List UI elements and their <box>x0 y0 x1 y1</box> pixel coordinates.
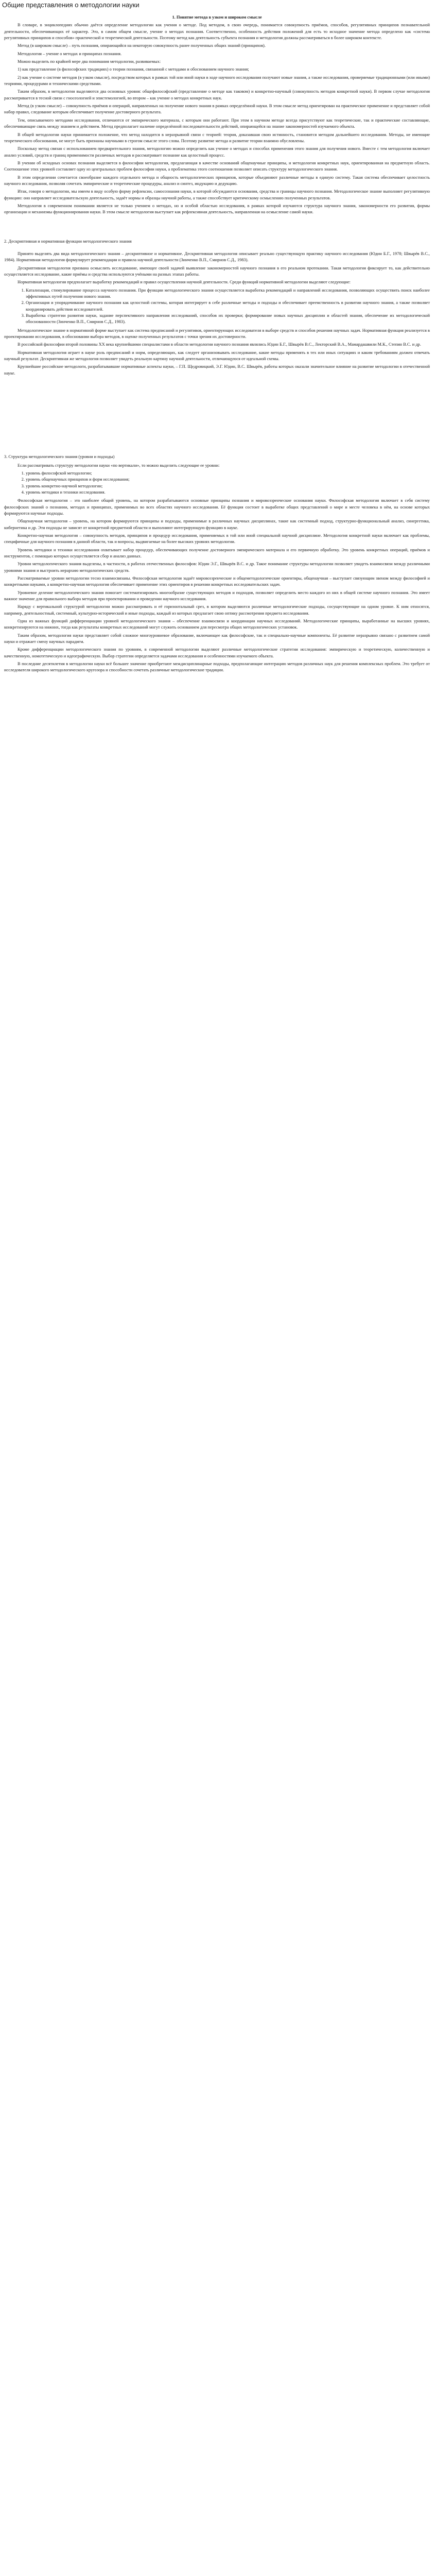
list-item: 1. уровень философской методологии; <box>26 470 430 477</box>
list-item: 3. Выработка стратегии развития науки, задание перспективного направления исследований, способов их проверки; формирование новых научных дисциплин и областей знания, обеспечение их методологической обоснованности (Зинченко В.П., Смирнов С.Д., 1983). <box>26 313 430 326</box>
paragraph: Можно выделить по крайней мере два понимания методологии, развиваемых: <box>18 59 161 64</box>
section-2 <box>4 239 430 377</box>
numbered-list <box>4 470 430 496</box>
paragraph: В российской философии второй половины XX века крупнейшими специалистами в области методологии научного познания являлись Юдин Б.Г., Швырёв В.С., Лекторский В.А., Мамардашвили М.К., Степин В.С. и др. <box>18 342 421 347</box>
list-item: 3. уровень конкретно-научной методологии; <box>26 483 430 489</box>
paragraph: Поскольку метод связан с использованием предварительного знания, методологию можно определить как учение о методах и способах применения этого знания для получения нового. Вместе с тем методология включает анализ условий, средств и границ применимости различных методов и рассматривает познание как целостный процесс. <box>4 146 430 158</box>
paragraph: Если рассматривать структуру методологии науки «по вертикали», то можно выделить следующие ее уровни: <box>18 463 220 468</box>
section-1 <box>4 14 430 216</box>
paragraph: Философская методология – это наиболее общий уровень, на котором разрабатываются основные принципы познания и мировоззренческие основания науки. Философская методология включает в себя систему философских знаний о познании, методах и принципах, применимых во всех областях научного исследования. Её функция состоит в выработке общих представлений о мире и месте человека в нём, на основе которых формируются научные подходы. <box>4 498 430 516</box>
paragraph: Методологическое знание в нормативной форме выступает как система предписаний и регулятивов, ориентирующих исследователя в выборе средств и способов решения научных задач. Нормативная функция реализуется в проектировании исследования, в обосновании выбора методов, в оценке полученных результатов с точки зрения их достоверности. <box>4 328 430 340</box>
paragraph: Рассматриваемые уровни методологии тесно взаимосвязаны. Философская методология задаёт мировоззренческие и общеметодологические ориентиры, общенаучная – выступает связующим звеном между философией и конкретными науками, а конкретно-научная методология обеспечивает применение этих ориентиров в решении конкретных исследовательских задач. <box>4 576 430 587</box>
numbered-list <box>4 287 430 326</box>
paragraph: В этом определении сочетается своеобразие каждого отдельного метода и общность методологических принципов, которые объединяют различные методы в единую систему. Такая система обеспечивает целостность научного исследования, позволяя сочетать эмпирические и теоретические процедуры, анализ и синтез, индукцию и дедукцию. <box>4 175 430 186</box>
paragraph: Уровни методологического знания выделены, в частности, в работах отечественных философов: Юдин Э.Г., Швырёв В.С. и др. Такое понимание структуры методологии позволяет увидеть взаимосвязи между различными уровнями знания и выстроить иерархию методологических средств. <box>4 562 430 573</box>
paragraph: Таким образом, методология науки представляет собой сложное многоуровневое образование, включающее как философские, так и специально-научные компоненты. Её развитие неразрывно связано с развитием самой науки и отражает смену научных парадигм. <box>4 633 430 645</box>
page-title: Общие представления о методологии науки <box>2 1 139 9</box>
paragraph: Уровень методики и техники исследования охватывает набор процедур, обеспечивающих получение достоверного эмпирического материала и его первичную обработку. Это уровень конкретных операций, приёмов и инструментов, с помощью которых осуществляется сбор и анализ данных. <box>4 547 430 558</box>
list-item: 2. уровень общенаучных принципов и форм исследования; <box>26 477 430 483</box>
paragraph: Наряду с вертикальной структурой методологии можно рассматривать и её горизонтальный срез, в котором выделяются различные методологические подходы, сосуществующие на одном уровне. К ним относятся, например, деятельностный, системный, культурно-исторический и иные подходы, каждый из которых предлагает свою оптику рассмотрения предмета исследования. <box>4 604 430 616</box>
section-heading: 2. Дескриптивная и нормативная функции методологического знания <box>4 239 132 244</box>
paragraph: Таким образом, в методологии выделяются два основных уровня: общефилософский (представление о методе как таковом) и конкретно-научный (совокупность методов конкретной науки). В первом случае методология рассматривается в тесной связи с гносеологией и эпистемологией, во втором – как учение о методах конкретных наук. <box>4 89 430 100</box>
paragraph: В словаре, в энциклопедиях обычно даётся определение методологии как учения о методе. Под методом, в свою очередь, понимается совокупность приёмов, способов, регулятивных принципов познавательной деятельности, обеспечивающих её характер. Это, в самом общем смысле, учение о методах познания. Соответственно, особенность действия положений для есть то исходное значение метода определено как «система регулятивных принципов и способов» практической и теоретической деятельности. Поэтому метод как деятельность субъекта познания и методология должны рассматриваться в более широком контексте. <box>4 23 430 41</box>
list-item: 1. Катализация, стимулирование процесса научного познания. При функции методологического знания осуществляется выработка рекомендаций и направлений исследования, позволяющих осуществить поиск наиболее эффективных путей получения нового знания. <box>26 287 430 300</box>
list-item: 2. Организация и упорядочивание научного познания как целостной системы, которая интегрирует в себе различные методы и подходы и обеспечивает преемственность в развитии научного знания, а также позволяет координировать действия исследователей. <box>26 300 430 313</box>
paragraph: В учении об исходных основах познания выделяется в философии методология, предлагающая в качестве оснований общенаучные принципы, и методология конкретных наук, ориентированная на предметную область. Соотношение этих уровней составляет одну из центральных проблем философии науки, а проблематика этого соотношения позволяет описать структуру методологического знания. <box>4 160 430 172</box>
paragraph: 2) как учение о системе методов (в узком смысле), посредством которых в рамках той или иной науки в ходе научного исследования получают новые знания, а также исследования, проверяемые традиционными (или иными) теориями, процедурами и техническими средствами. <box>4 75 430 87</box>
section-heading: 1. Понятие метода в узком и широком смысле <box>172 15 262 20</box>
paragraph: Уровневое деление методологического знания помогает систематизировать многообразие существующих методов и подходов, позволяет определить место каждого из них в общей системе научного познания. Это имеет важное значение для правильного выбора методов при проектировании и проведении научного исследования. <box>4 590 430 602</box>
paragraph: Дескриптивная методология призвана осмыслить исследование, имеющее своей задачей выявление закономерностей научного познания в его реальном протекании. Такая методология фиксирует то, как действительно осуществляется исследование, какие приёмы и средства используются учёными на разных этапах работы. <box>4 265 430 277</box>
paragraph: Методология в современном понимании является не только учением о методах, но и особой областью исследования, в рамках которой изучаются структура научного знания, закономерности его развития, формы организации и механизмы функционирования науки. В этом смысле методология выступает как рефлексивная деятельность, направленная на осмысление самой науки. <box>4 203 430 215</box>
list-item: 4. уровень методики и техники исследования. <box>26 489 430 496</box>
paragraph: Крупнейшие российские методологи, разрабатывавшие нормативные аспекты науки, – Г.П. Щедровицкий, Э.Г. Юдин, В.С. Швырёв, работы которых оказали значительное влияние на развитие методологии в отечественной науке. <box>4 364 430 376</box>
paragraph: 1) как представление (в философских традициях) о теории познания, связанной с методами и обоснованием научного знания; <box>18 67 249 72</box>
paragraph: Конкретно-научная методология – совокупность методов, принципов и процедур исследования, применяемых в той или иной специальной научной дисциплине. Методология конкретной науки включает как проблемы, специфичные для научного познания в данной области, так и вопросы, выдвигаемые на более высоких уровнях методологии. <box>4 533 430 545</box>
paragraph: Метод (в узком смысле) – совокупность приёмов и операций, направленных на получение нового знания в рамках определённой науки. В этом смысле метод ориентирован на практическое применение и представляет собой набор правил, следование которым обеспечивает получение достоверного результата. <box>4 104 430 115</box>
paragraph: Одна из важных функций дифференциации уровней методологического знания – обеспечение взаимосвязи и координации научных исследований. Методологические принципы, выработанные на высших уровнях, конкретизируются на нижних, тогда как результаты конкретных исследований могут служить основанием для пересмотра общих методологических установок. <box>4 619 430 630</box>
paragraph: Нормативная методология играет в науке роль предписаний и норм, определяющих, как следует организовывать исследование, какие методы применять в тех или иных ситуациях и каким требованиям должен отвечать научный результат. Дескриптивная же методология позволяет увидеть реальную картину научной деятельности, отличающуюся от идеальной схемы. <box>4 350 430 362</box>
paragraph: Принято выделять два вида методологического знания – дескриптивное и нормативное. Дескриптивная методология описывает реально существующую практику научного исследования (Юдин Б.Г., 1978; Швырёв В.С., 1984). Нормативная методология формулирует рекомендации и правила научной деятельности (Зинченко В.П., Смирнов С.Д., 1983). <box>4 251 430 263</box>
paragraph: В общей методологии науки принимается положение, что метод находится в неразрывной связи с теорией: теория, доказавшая свою истинность, становится методом дальнейшего исследования. Методы, не имеющие теоретического обоснования, не могут быть признаны научными в строгом смысле этого слова. Поэтому развитие метода и развитие теории взаимно обусловлены. <box>4 132 430 143</box>
document-body <box>4 11 430 675</box>
section-heading: 3. Структура методологического знания (уровни и подходы) <box>4 454 115 460</box>
paragraph: Итак, говоря о методологии, мы имеем в виду особую форму рефлексии, самосознания науки, в которой обсуждаются основания, средства и границы научного познания. Методологическое знание выполняет регулятивную функцию: оно направляет исследовательскую деятельность, задаёт нормы и образцы научной работы, а также способствует критическому осмыслению полученных результатов. <box>4 189 430 200</box>
paragraph: Общенаучная методология – уровень, на котором формируются принципы и подходы, применимые в различных научных дисциплинах, такие как системный подход, структурно-функциональный анализ, синергетика, кибернетика и др. Эти подходы не зависят от конкретной предметной области и выполняют интегрирующую функцию в науке. <box>4 519 430 530</box>
paragraph: Тем, описываемого методами исследования, отличаются от эмпирического материала, с которым они работают. При этом в научном методе всегда присутствуют как теоретические, так и практические составляющие, обеспечивающие связь между знанием и действием. Метод предполагает наличие определённой последовательности действий, опирающейся на знание закономерностей изучаемого объекта. <box>4 117 430 129</box>
paragraph: Нормативная методология предполагает выработку рекомендаций и правил осуществления научной деятельности. Среди функций нормативной методологии выделяют следующие: <box>18 280 351 285</box>
section-3 <box>4 454 430 674</box>
paragraph: В последние десятилетия в методологии науки всё большее значение приобретают междисциплинарные подходы, предполагающие интеграцию методов различных наук для решения комплексных проблем. Это требует от исследователя широкого методологического кругозора и способности сочетать различные методологические традиции. <box>4 662 430 673</box>
paragraph: Метод (в широком смысле) – путь познания, опирающийся на некоторую совокупность ранее полученных общих знаний (принципов). <box>18 43 266 48</box>
paragraph: Кроме дифференциации методологического знания по уровням, в современной методологии выделяют различные методологические стратегии исследования: эмпирическую и теоретическую, количественную и качественную, номотетическую и идеографическую. Выбор стратегии определяется задачами исследования и особенностями изучаемого объекта. <box>4 647 430 658</box>
paragraph: Методология – учение о методах и принципах познания. <box>18 51 122 56</box>
